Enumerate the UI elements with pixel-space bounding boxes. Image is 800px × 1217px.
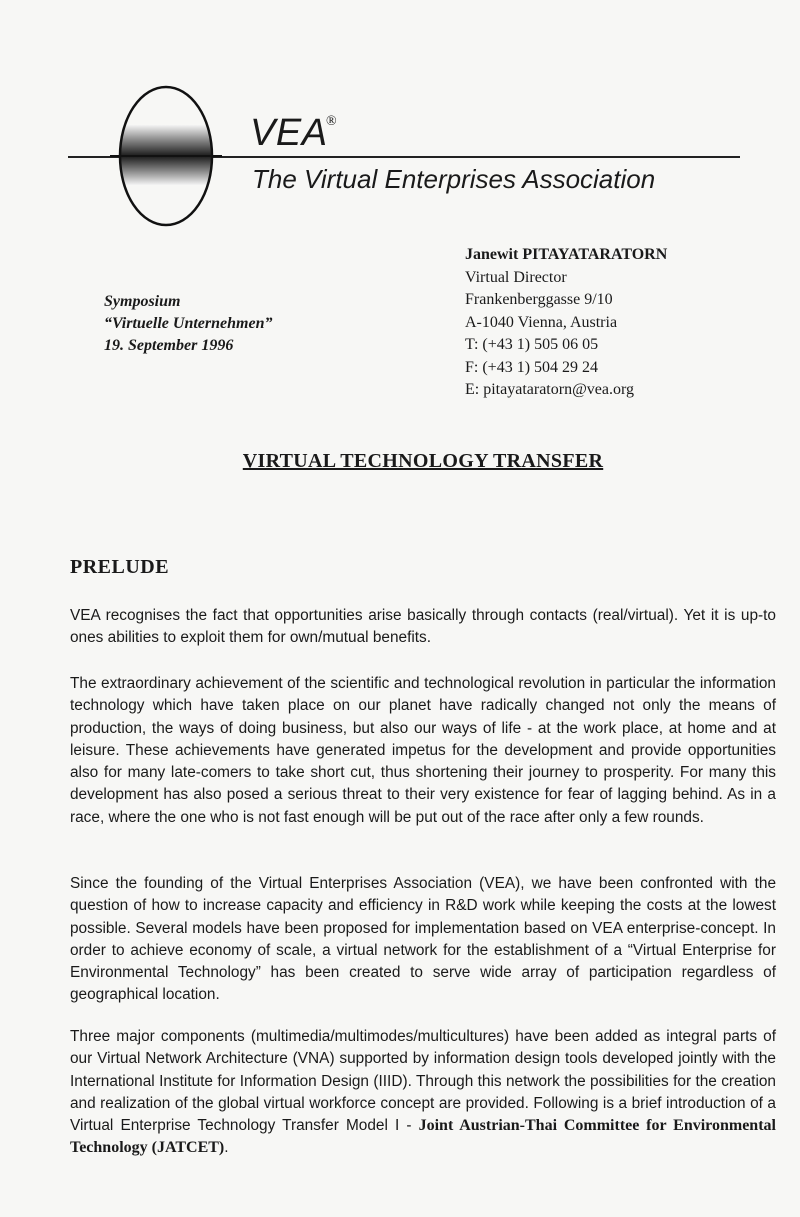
contact-email[interactable]: E: pitayataratorn@vea.org xyxy=(465,381,635,398)
contact-role: Virtual Director xyxy=(465,268,567,286)
contact-block xyxy=(465,244,667,402)
symposium-date: 19. September 1996 xyxy=(104,337,234,354)
document-title: VIRTUAL TECHNOLOGY TRANSFER xyxy=(242,450,604,472)
symposium-label: Symposium xyxy=(104,293,181,310)
paragraph-end: . xyxy=(224,1139,229,1157)
committee-name: Joint Austrian-Thai Committee for Environmental Technology (JATCET) xyxy=(70,1117,776,1157)
section-heading: PRELUDE xyxy=(70,556,170,578)
symposium-block xyxy=(104,291,272,357)
paragraph: Since the founding of the Virtual Enterprises Association (VEA), we have been confronted with the question of how to increase capacity and efficiency in R&D work while keeping the costs at the lowest possible. Several models have been proposed for implementation based on VEA enterprise-concept. In order to achieve economy of scale, a virtual network for the establishment of a “Virtual Enterprise for Environmental Technology” has been created to serve wide array of participation regardless of geographical location. xyxy=(70,875,776,1004)
contact-phone: T: (+43 1) 505 06 05 xyxy=(465,336,599,353)
paragraph: The extraordinary achievement of the scientific and technological revolution in particular the information technology which have taken place on our planet have radically changed not only the means of production, the ways of doing business, but also our ways of life - at the work place, at home and at leisure. These achievements have generated impetus for the development and provide opportunities also for many late-comers to take short cut, thus shortening their journey to prosperity. For many this development has also posed a serious threat to their very existence for fear of lagging behind. As in a race, where the one who is not fast enough will be put out of the race after only a few rounds. xyxy=(70,675,776,826)
paragraph xyxy=(70,1026,776,1160)
contact-name: Janewit PITAYATARATORN xyxy=(465,246,668,263)
contact-street: Frankenberggasse 9/10 xyxy=(465,291,613,308)
registered-mark: ® xyxy=(326,114,337,129)
paragraph: VEA recognises the fact that opportunities arise basically through contacts (real/virtual). Yet it is up-to ones abilities to exploit them for own/mutual benefits. xyxy=(70,607,776,647)
brand-tagline: The Virtual Enterprises Association xyxy=(252,164,656,194)
brand-name: VEA xyxy=(250,112,328,154)
contact-fax: F: (+43 1) 504 29 24 xyxy=(465,358,599,376)
symposium-title: “Virtuelle Unternehmen” xyxy=(104,315,273,332)
contact-city: A-1040 Vienna, Austria xyxy=(465,313,618,331)
vea-logo xyxy=(110,85,222,227)
paragraph-text: Three major components (multimedia/multimodes/multicultures) have been added as integral parts of our Virtual Network Architecture (VNA) supported by information design tools developed jointly with the International Institute for Information Design (IIID). Through this network the possibilities for the creation and realization of the global virtual workforce concept are provided. Following is a brief introduction of a Virtual Enterprise Technology Transfer Model I - xyxy=(70,1028,776,1135)
